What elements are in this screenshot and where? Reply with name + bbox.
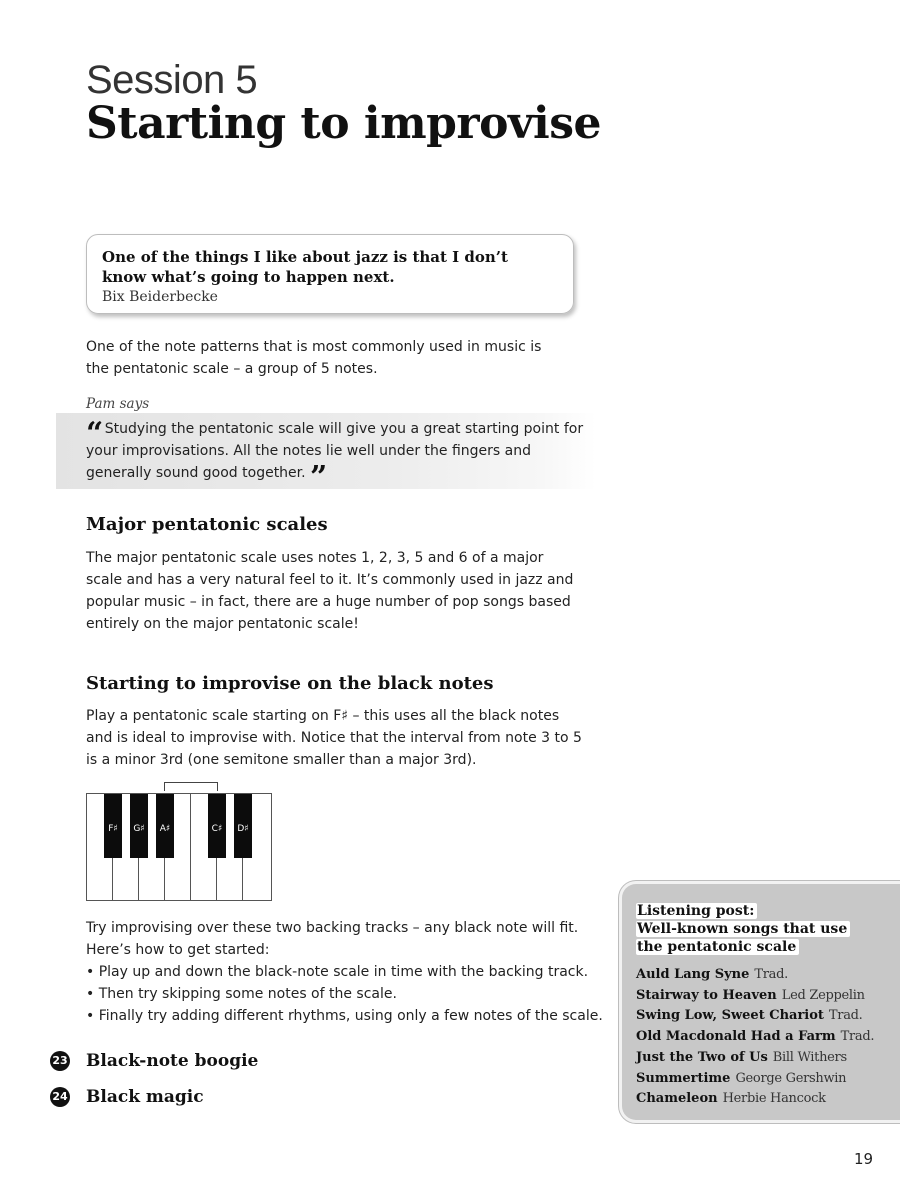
song-artist: Led Zeppelin	[781, 987, 865, 1003]
black-key-d-sharp: D♯	[234, 794, 252, 858]
listening-post-heading	[636, 902, 850, 956]
song-artist: Trad.	[828, 1008, 863, 1024]
song-title: Summertime	[636, 1070, 731, 1086]
track-title: Black-note boogie	[86, 1051, 259, 1071]
track-item[interactable]	[52, 1087, 204, 1107]
track-number-badge: 23	[50, 1051, 70, 1071]
song-artist: Trad.	[754, 967, 788, 982]
practice-bullet: • Then try skipping some notes of the scale.	[86, 986, 397, 1002]
song-title: Swing Low, Sweet Chariot	[636, 1008, 824, 1024]
quote-text: One of the things I like about jazz is that I don’t know what’s going to happen next.	[102, 248, 508, 286]
practice-bullet: • Play up and down the black-note scale in time with the backing track.	[86, 964, 589, 980]
listening-post-heading-line: the pentatonic scale	[636, 939, 799, 955]
list-item	[636, 1006, 874, 1027]
song-title: Stairway to Heaven	[636, 987, 777, 1003]
pam-quote	[86, 416, 586, 495]
quote-box	[86, 234, 574, 314]
practice-intro-line: Try improvising over these two backing tracks – any black note will fit.	[86, 920, 579, 936]
close-quote-icon: ”	[310, 460, 325, 495]
song-artist: Trad.	[840, 1029, 875, 1045]
song-title: Just the Two of Us	[636, 1049, 768, 1065]
pam-says-label: Pam says	[86, 396, 150, 412]
page-title: Starting to improvise	[86, 98, 602, 149]
list-item	[636, 965, 874, 986]
black-key-f-sharp: F♯	[104, 794, 122, 858]
black-key-a-sharp: A♯	[156, 794, 174, 858]
practice-bullet: • Finally try adding different rhythms, using only a few notes of the scale.	[86, 1008, 603, 1024]
track-number-badge: 24	[50, 1087, 70, 1107]
intro-paragraph: One of the note patterns that is most commonly used in music is the pentatonic scale – a group of 5 notes.	[86, 339, 542, 377]
list-item	[636, 986, 874, 1007]
song-artist: Bill Withers	[772, 1049, 847, 1065]
practice-intro-line: Here’s how to get started:	[86, 942, 270, 958]
open-quote-icon: “	[86, 416, 101, 451]
session-label: Session 5	[86, 58, 258, 102]
page-number: 19	[854, 1150, 874, 1168]
track-item[interactable]	[52, 1051, 259, 1071]
list-item	[636, 1048, 874, 1069]
heading-black-notes: Starting to improvise on the black notes	[86, 673, 494, 694]
song-title: Chameleon	[636, 1091, 718, 1107]
song-artist: George Gershwin	[735, 1070, 847, 1086]
pam-quote-text: Studying the pentatonic scale will give you a great starting point for your improvisations. All the notes lie well under the fingers and generally sound good together.	[86, 421, 584, 481]
listening-post-heading-line: Well-known songs that use	[636, 921, 850, 937]
list-item	[636, 1069, 874, 1090]
keyboard-diagram	[86, 793, 272, 901]
list-item	[636, 1027, 874, 1048]
song-title: Auld Lang Syne	[636, 967, 750, 982]
quote-author: Bix Beiderbecke	[102, 289, 218, 305]
track-title: Black magic	[86, 1087, 204, 1107]
interval-bracket	[164, 782, 218, 791]
song-artist: Herbie Hancock	[722, 1091, 826, 1107]
heading-major-pentatonic: Major pentatonic scales	[86, 514, 328, 535]
major-pentatonic-paragraph: The major pentatonic scale uses notes 1, 2, 3, 5 and 6 of a major scale and has a very natural feel to it. It’s commonly used in jazz and popular music – in fact, there are a huge number of pop songs based entirely on the major pentatonic scale!	[86, 550, 574, 632]
song-title: Old Macdonald Had a Farm	[636, 1029, 836, 1045]
black-key-g-sharp: G♯	[130, 794, 148, 858]
black-notes-paragraph: Play a pentatonic scale starting on F♯ – this uses all the black notes and is ideal to improvise with. Notice that the interval from note 3 to 5 is a minor 3rd (one semitone smaller than a major 3rd).	[86, 708, 582, 768]
list-item	[636, 1089, 874, 1110]
listening-post-heading-line: Listening post:	[636, 903, 757, 919]
black-key-c-sharp: C♯	[208, 794, 226, 858]
practice-instructions	[86, 917, 606, 1027]
song-list	[636, 965, 874, 1110]
